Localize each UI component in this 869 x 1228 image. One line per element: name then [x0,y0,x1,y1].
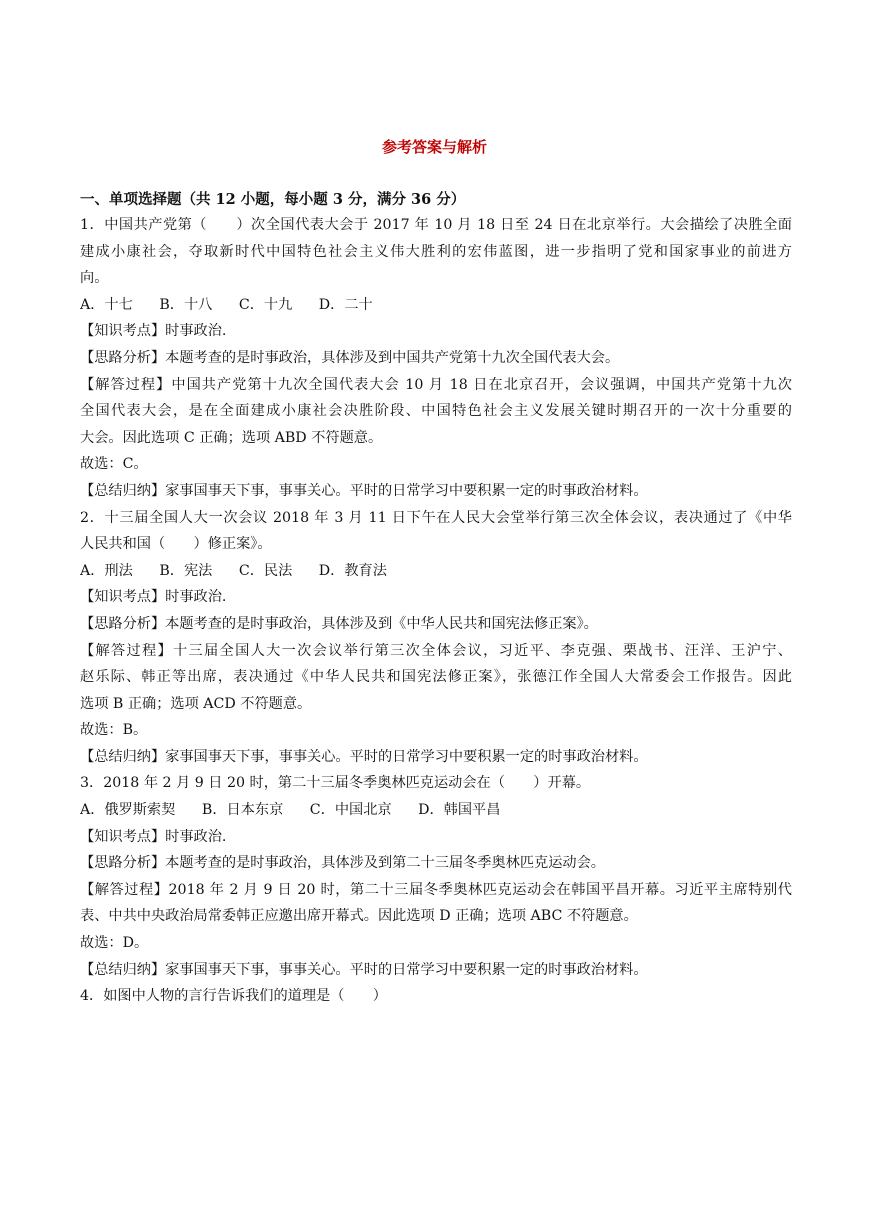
q3-stem-line: 3．2018 年 2 月 9 日 20 时，第二十三届冬季奥林匹克运动会在（ ）开幕。 [80,775,591,792]
q1-stem-line: 建成小康社会，夺取新时代中国特色社会主义伟大胜利的宏伟蓝图，进一步指明了党和国家事业的前进方 [80,243,792,260]
q4-stem-line: 4．如图中人物的言行告诉我们的道理是（ ） [80,988,387,1005]
section-heading: 一、单项选择题（共 12 小题，每小题 3 分，满分 36 分） [80,191,466,208]
q2-process-line: 【解答过程】十三届全国人大一次会议举行第三次全体会议，习近平、李克强、栗战书、汪洋、王沪宁、 [80,642,792,659]
q3-summary: 【总结归纳】家事国事天下事，事事关心。平时的日常学习中要积累一定的时事政治材料。 [80,961,648,978]
q3-option-d: D．韩国平昌 [418,802,501,819]
q1-stem-line: 1．中国共产党第（ ）次全国代表大会于 2017 年 10 月 18 日至 24 日在北京举行。大会描绘了决胜全面 [80,217,792,233]
q1-option-c: C．十九 [238,296,293,313]
q2-stem-line: 2．十三届全国人大一次会议 2018 年 3 月 11 日下午在人民大会堂举行第三次全体会议，表决通过了《中华 [80,509,792,526]
q3-answer: 故选：D。 [80,935,149,952]
q1-option-a: A．十七 [80,296,133,313]
answer-content [80,212,792,1010]
q1-option-d: D．二十 [318,296,373,313]
q2-process-line: 选项 B 正确；选项 ACD 不符题意。 [80,695,312,712]
q1-stem-line: 向。 [80,270,109,287]
q3-option-b: B．日本东京 [201,802,284,819]
q2-option-a: A．刑法 [80,562,133,579]
q3-knowledge-point: 【知识考点】时事政治. [80,828,227,845]
q1-option-b: B．十八 [159,296,213,313]
q1-analysis: 【思路分析】本题考查的是时事政治，具体涉及到中国共产党第十九次全国代表大会。 [80,349,620,366]
q2-summary: 【总结归纳】家事国事天下事，事事关心。平时的日常学习中要积累一定的时事政治材料。 [80,748,648,765]
q2-knowledge-point: 【知识考点】时事政治. [80,589,227,606]
q2-option-b: B．宪法 [159,562,213,579]
page-title: 参考答案与解析 [381,138,487,156]
q1-process-line: 全国代表大会，是在全面建成小康社会决胜阶段、中国特色社会主义发展关键时期召开的一次十分重要的 [80,403,792,420]
q1-answer: 故选：C。 [80,456,148,473]
q2-options [80,558,792,585]
q2-analysis: 【思路分析】本题考查的是时事政治，具体涉及到《中华人民共和国宪法修正案》。 [80,615,598,632]
q2-process-line: 赵乐际、韩正等出席，表决通过《中华人民共和国宪法修正案》，张德江作全国人大常委会工作报告。因此 [80,669,792,686]
q2-option-d: D．教育法 [318,562,387,579]
q1-knowledge-point: 【知识考点】时事政治. [80,323,227,340]
q3-options [80,797,792,824]
q3-analysis: 【思路分析】本题考查的是时事政治，具体涉及到第二十三届冬季奥林匹克运动会。 [80,855,605,872]
q3-option-a: A．俄罗斯索契 [80,802,176,819]
q2-stem-line: 人民共和国（ ）修正案》。 [80,536,272,553]
q1-summary: 【总结归纳】家事国事天下事，事事关心。平时的日常学习中要积累一定的时事政治材料。 [80,482,648,499]
q1-process-line: 大会。因此选项 C 正确；选项 ABD 不符题意。 [80,429,383,446]
q2-answer: 故选：B。 [80,722,148,739]
q2-option-c: C．民法 [238,562,293,579]
q1-options [80,292,792,319]
q1-process-line: 【解答过程】中国共产党第十九次全国代表大会 10 月 18 日在北京召开，会议强调，中国共产党第十九次 [80,376,792,393]
q3-process-line: 【解答过程】2018 年 2 月 9 日 20 时，第二十三届冬季奥林匹克运动会在韩国平昌开幕。习近平主席特别代 [80,881,792,898]
q3-process-line: 表、中共中央政治局常委韩正应邀出席开幕式。因此选项 D 正确；选项 ABC 不符题意。 [80,908,638,925]
q3-option-c: C．中国北京 [309,802,392,819]
